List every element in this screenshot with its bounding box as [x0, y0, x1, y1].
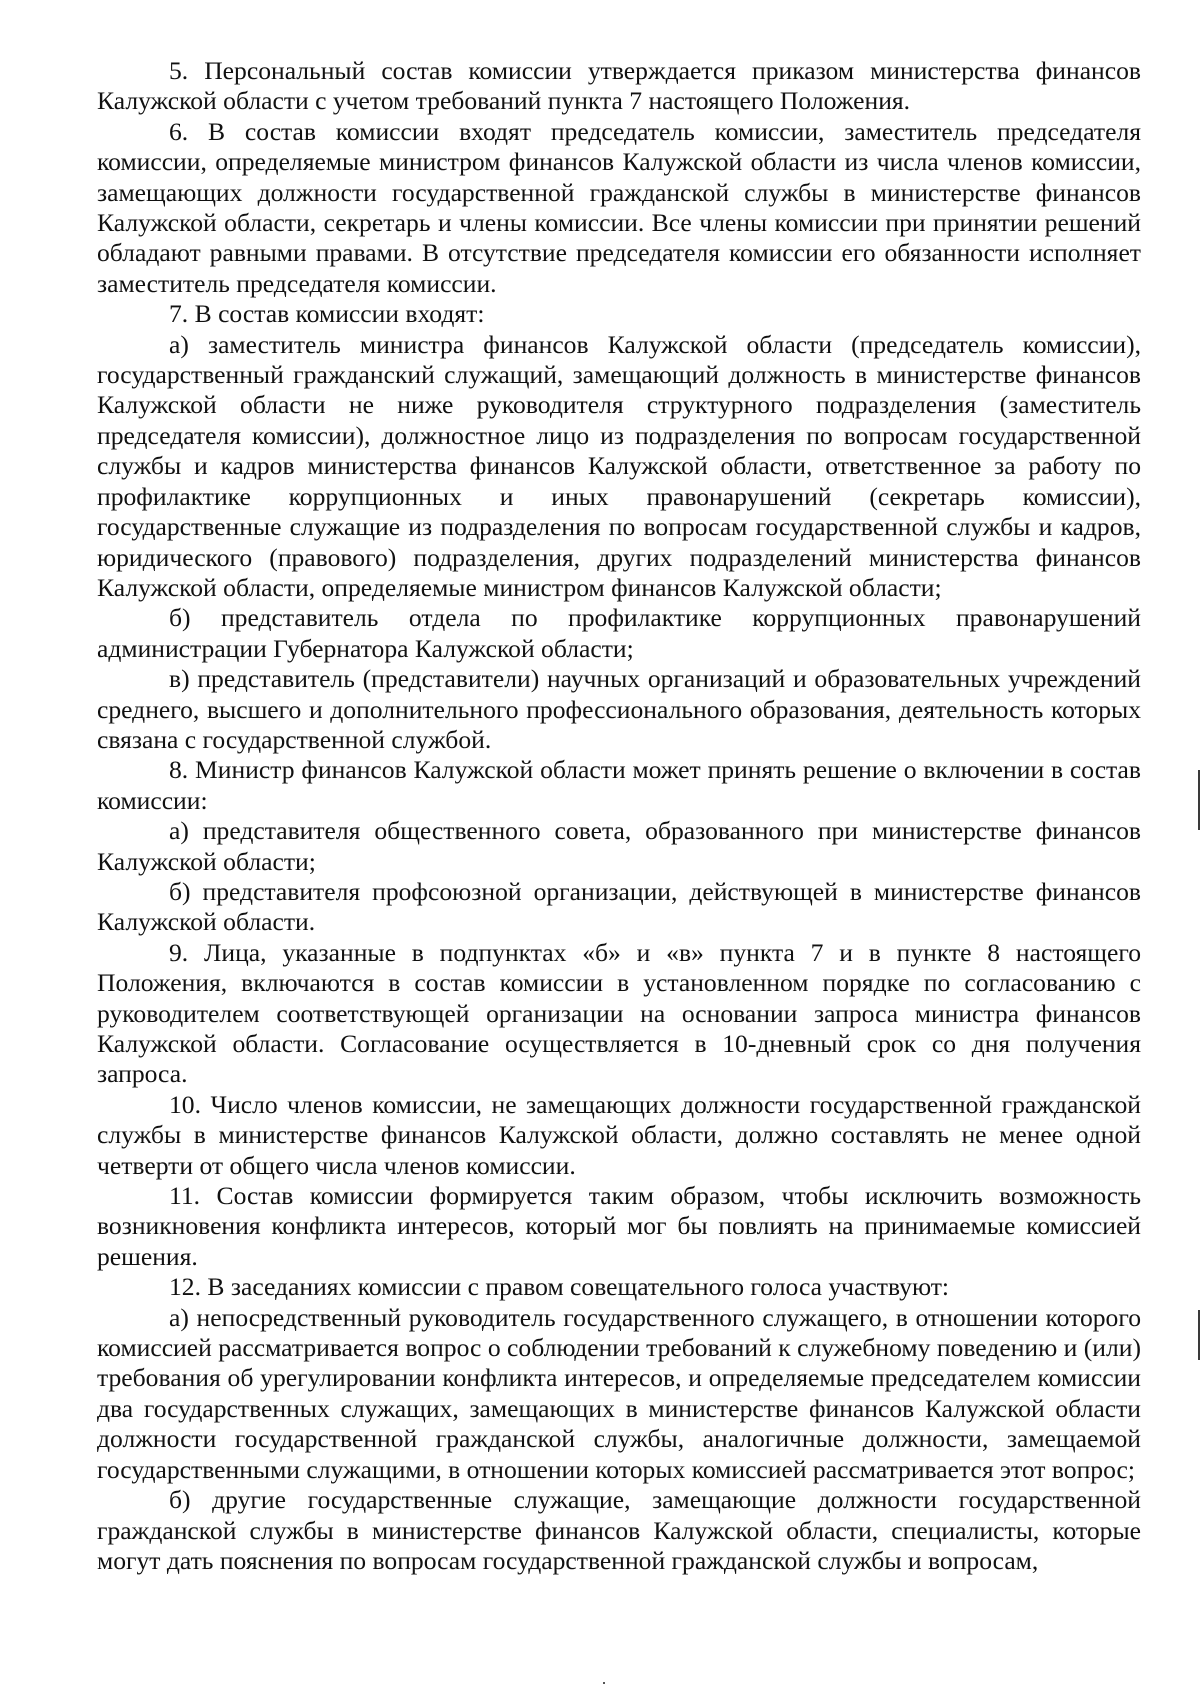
paragraph-item-7: 7. В состав комиссии входят: [169, 299, 485, 329]
paragraph-item-8: 8. Министр финансов Калужской области может принять решение о включении в состав комиссии: [97, 755, 1141, 815]
paragraph-item-7v: в) представитель (представители) научных организаций и образовательных учреждений среднего, высшего и дополнительного профессионального образования, деятельность которых связана с государственной службой. [97, 664, 1141, 754]
paragraph-item-10: 10. Число членов комиссии, не замещающих должности государственной гражданской службы в министерстве финансов Калужской области, должно составлять не менее одной четверти от общего числа членов комиссии. [97, 1089, 1141, 1180]
paragraph-item-12b: б) другие государственные служащие, замещающие должности государственной гражданской службы в министерстве финансов Калужской области, специалисты, которые могут дать пояснения по вопросам государственной гражданской службы и вопросам, [97, 1485, 1141, 1575]
paragraph-item-7b: б) представитель отдела по профилактике коррупционных правонарушений администрации Губернатора Калужской области; [97, 603, 1141, 663]
document-body [97, 56, 1141, 1576]
scan-dot-mark [603, 1682, 605, 1684]
paragraph-item-11: 11. Состав комиссии формируется таким образом, чтобы исключить возможность возникновения конфликта интересов, который мог бы повлиять на принимаемые комиссией решения. [97, 1181, 1141, 1271]
paragraph-item-12: 12. В заседаниях комиссии с правом совещательного голоса участвуют: [169, 1272, 950, 1302]
paragraph-item-6: 6. В состав комиссии входят председатель комиссии, заместитель председателя комиссии, определяемые министром финансов Калужской области из числа членов комиссии, замещающих должности государственной гражданской службы в министерстве финансов Калужской области, секретарь и члены комиссии. Все члены комиссии при принятии решений обладают равными правами. В отсутствие председателя комиссии его обязанности исполняет заместитель председателя комиссии. [97, 116, 1141, 298]
paragraph-item-5: 5. Персональный состав комиссии утверждается приказом министерства финансов Калужской области с учетом требований пункта 7 настоящего Положения. [97, 56, 1141, 116]
paragraph-item-7a: а) заместитель министра финансов Калужской области (председатель комиссии), государственный гражданский служащий, замещающий должность в министерстве финансов Калужской области не ниже руководителя структурного подразделения (заместитель председателя комиссии), должностное лицо из подразделения по вопросам государственной службы и кадров министерства финансов Калужской области, ответственное за работу по профилактике коррупционных и иных правонарушений (секретарь комиссии), государственные служащие из подразделения по вопросам государственной службы и кадров, юридического (правового) подразделения, других подразделений министерства финансов Калужской области, определяемые министром финансов Калужской области; [97, 329, 1141, 602]
paragraph-item-12a: а) непосредственный руководитель государственного служащего, в отношении которого комиссией рассматривается вопрос о соблюдении требований к служебному поведению и (или) требования об урегулировании конфликта интересов, и определяемые председателем комиссии два государственных служащих, замещающих в министерстве финансов Калужской области должности государственной гражданской службы, аналогичные должности, замещаемой государственными служащими, в отношении которых комиссией рассматривается этот вопрос; [97, 1302, 1141, 1484]
paragraph-item-8b: б) представителя профсоюзной организации, действующей в министерстве финансов Калужской области. [97, 876, 1141, 937]
paragraph-item-8a: а) представителя общественного совета, образованного при министерстве финансов Калужской области; [97, 816, 1141, 876]
paragraph-item-9: 9. Лица, указанные в подпунктах «б» и «в» пункта 7 и в пункте 8 настоящего Положения, включаются в состав комиссии в установленном порядке по согласованию с руководителем соответствующей организации на основании запроса министра финансов Калужской области. Согласование осуществляется в 10-дневный срок со дня получения запроса. [97, 937, 1141, 1089]
